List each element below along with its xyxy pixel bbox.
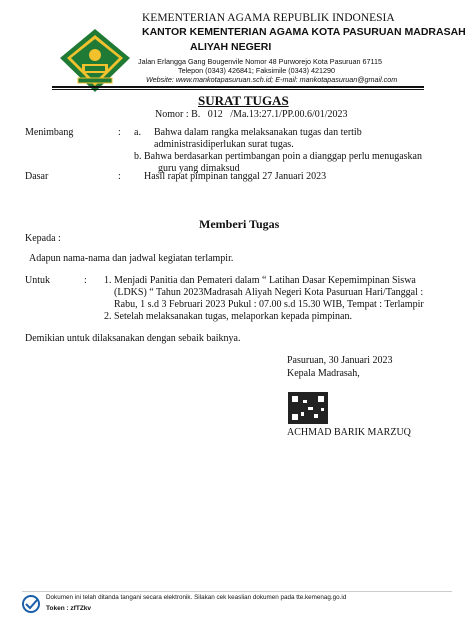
footer-note: Dokumen ini telah ditanda tangani secara elektronik. Silakan cek keaslian dokumen pada tte.kemenag.go.id — [46, 594, 347, 601]
menimbang-label: Menimbang — [25, 127, 74, 138]
qr-code-icon — [288, 392, 328, 424]
address-line: Jalan Erlangga Gang Bougenvile Nomor 48 Purworejo Kota Pasuruan 67115 — [138, 57, 382, 66]
menimbang-a-marker: a. — [134, 127, 141, 138]
signatory-position: Kepala Madrasah, — [287, 368, 360, 379]
school-name: ALIYAH NEGERI — [190, 41, 272, 53]
ministry-name: KEMENTERIAN AGAMA REPUBLIK INDONESIA — [142, 12, 395, 24]
signatory-name: ACHMAD BARIK MARZUQ — [287, 427, 411, 438]
document-title: SURAT TUGAS — [198, 93, 289, 108]
dasar-text: Hasil rapat pimpinan tanggal 27 Januari 2023 — [144, 171, 327, 182]
untuk-colon: : — [84, 275, 87, 286]
menimbang-b-marker: b. — [134, 151, 142, 162]
website-line: Website: www.mankotapasuruan.sch.id; E-mail: mankotapasuruan@gmail.com — [146, 75, 398, 84]
untuk-label: Untuk — [25, 275, 50, 286]
letterhead-divider — [52, 86, 424, 88]
menimbang-a-line1: Bahwa dalam rangka melaksanakan tugas dan tertib — [154, 127, 362, 138]
office-name: KANTOR KEMENTERIAN AGAMA KOTA PASURUAN MADRASAH — [142, 26, 466, 38]
bsre-logo-icon — [20, 594, 42, 614]
document-number: Nomor : B. 012 /Ma.13:27.1/PP.00.6/01/2023 — [155, 109, 348, 120]
footer-token: Token : zfTZkv — [46, 605, 92, 612]
memberi-tugas-heading: Memberi Tugas — [199, 217, 280, 231]
dasar-colon: : — [118, 171, 121, 182]
menimbang-b-line1: Bahwa berdasarkan pertimbangan poin a dianggap perlu menugaskan — [144, 151, 422, 162]
menimbang-a-line2: administrasidiperlukan surat tugas. — [154, 139, 294, 150]
kepada-label: Kepada : — [25, 233, 61, 244]
menimbang-b-line2: guru yang dimaksud — [158, 163, 240, 174]
letterhead-divider-thin — [52, 89, 424, 90]
dasar-label: Dasar — [25, 171, 49, 182]
adapun-text: Adapun nama-nama dan jadwal kegiatan terlampir. — [29, 253, 234, 264]
untuk-item2: 2. Setelah melaksanakan tugas, melaporkan kepada pimpinan. — [104, 311, 352, 322]
kemenag-emblem-icon — [58, 28, 132, 94]
untuk-item1-line1: 1. Menjadi Panitia dan Pemateri dalam “ Latihan Dasar Kepemimpinan Siswa — [104, 275, 416, 286]
place-date: Pasuruan, 30 Januari 2023 — [287, 355, 393, 366]
closing-text: Demikian untuk dilaksanakan dengan sebaik baiknya. — [25, 333, 241, 344]
untuk-item1-line2: (LDKS) “ Tahun 2023Madrasah Aliyah Negeri Kota Pasuruan Hari/Tanggal : — [114, 287, 424, 298]
menimbang-colon: : — [118, 127, 121, 138]
phone-line: Telepon (0343) 426841; Faksimile (0343) 421290 — [178, 66, 336, 75]
untuk-item1-line3: Rabu, 1 s.d 3 Februari 2023 Pukul : 07.00 s.d 15.30 WIB, Tempat : Terlampir — [114, 299, 424, 310]
footer-divider — [22, 591, 452, 592]
